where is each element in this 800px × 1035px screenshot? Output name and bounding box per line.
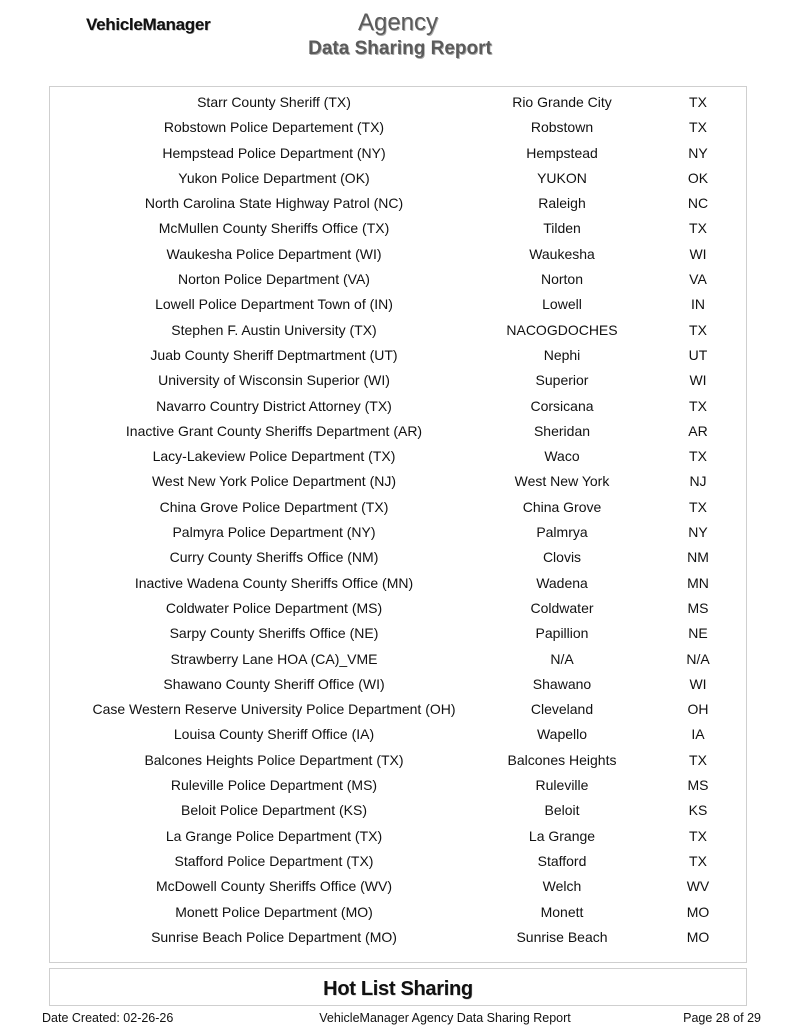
city-cell: Coldwater (530, 599, 594, 616)
table-row (50, 394, 746, 419)
table-row (50, 874, 746, 899)
table-row (50, 444, 746, 469)
state-cell: IA (691, 726, 705, 743)
city-cell: Robstown (530, 119, 594, 136)
table-row (50, 722, 746, 747)
state-cell: NC (687, 195, 709, 212)
city-cell: La Grange (528, 827, 596, 844)
state-cell: KS (688, 802, 708, 819)
table-row (50, 900, 746, 925)
agency-name-cell: Sunrise Beach Police Department (MO) (151, 928, 397, 945)
brand-name: VehicleManager (86, 15, 211, 34)
state-cell: OK (687, 169, 709, 186)
city-cell: Hempstead (526, 144, 598, 161)
table-row (50, 647, 746, 672)
state-cell: TX (689, 498, 707, 515)
city-cell: Stafford (537, 852, 587, 869)
city-cell: Monett (540, 903, 584, 920)
agency-table (49, 86, 747, 963)
state-cell: MN (687, 574, 709, 591)
agency-name-cell: Stephen F. Austin University (TX) (171, 321, 377, 338)
agency-name-cell: Monett Police Department (MO) (175, 903, 373, 920)
state-cell: TX (689, 220, 707, 237)
state-cell: NY (688, 144, 708, 161)
city-cell: Sheridan (533, 422, 591, 439)
table-row (50, 267, 746, 292)
state-cell: TX (689, 852, 707, 869)
page-footer (0, 1010, 800, 1026)
report-subtitle: Data Sharing Report (308, 38, 492, 59)
city-cell: China Grove (522, 498, 602, 515)
agency-name-cell: North Carolina State Highway Patrol (NC) (144, 195, 404, 212)
section-title: Hot List Sharing (323, 978, 473, 1000)
state-cell: TX (689, 321, 707, 338)
footer-page-number: Page 28 of 29 (683, 1011, 761, 1025)
agency-name-cell: Inactive Grant County Sheriffs Department (AR) (125, 422, 423, 439)
table-row (50, 318, 746, 343)
state-cell: TX (689, 751, 707, 768)
table-row (50, 216, 746, 241)
hot-list-sharing-section (49, 968, 747, 1006)
city-cell: Clovis (542, 549, 582, 566)
agency-name-cell: Strawberry Lane HOA (CA)_VME (170, 650, 378, 667)
state-cell: MS (687, 599, 709, 616)
state-cell: WV (686, 878, 710, 895)
city-cell: Corsicana (530, 397, 594, 414)
agency-name-cell: Juab County Sheriff Deptmartment (UT) (150, 346, 398, 363)
table-row (50, 469, 746, 494)
state-cell: TX (689, 397, 707, 414)
city-cell: N/A (550, 650, 574, 667)
agency-name-cell: Norton Police Department (VA) (178, 271, 370, 288)
city-cell: Palmrya (536, 524, 588, 541)
report-title: Agency (357, 9, 439, 36)
city-cell: Balcones Heights (507, 751, 617, 768)
table-row (50, 773, 746, 798)
table-row (50, 495, 746, 520)
agency-name-cell: Starr County Sheriff (TX) (197, 94, 351, 110)
table-row (50, 419, 746, 444)
agency-name-cell: Waukesha Police Department (WI) (166, 245, 382, 262)
agency-name-cell: Inactive Wadena County Sheriffs Office (MN) (134, 574, 414, 591)
agency-name-cell: Case Western Reserve University Police Department (OH) (92, 701, 456, 718)
state-cell: WI (689, 372, 707, 389)
table-row (50, 596, 746, 621)
state-cell: AR (688, 422, 708, 439)
city-cell: West New York (514, 473, 610, 490)
agency-name-cell: Yukon Police Department (OK) (178, 169, 370, 186)
agency-name-cell: Robstown Police Departement (TX) (163, 119, 385, 136)
state-cell: VA (689, 271, 707, 288)
agency-name-cell: University of Wisconsin Superior (WI) (158, 372, 390, 389)
state-cell: IN (691, 296, 705, 313)
table-row (50, 368, 746, 393)
city-cell: Rio Grande City (512, 94, 612, 110)
agency-name-cell: Stafford Police Department (TX) (174, 852, 374, 869)
table-row (50, 672, 746, 697)
agency-name-cell: Ruleville Police Department (MS) (170, 777, 378, 794)
city-cell: Wapello (536, 726, 588, 743)
state-cell: WI (689, 245, 707, 262)
state-cell: TX (689, 119, 707, 136)
table-row (50, 90, 746, 115)
city-cell: NACOGDOCHES (506, 321, 618, 338)
city-cell: Beloit (544, 802, 580, 819)
table-row (50, 191, 746, 216)
table-row (50, 292, 746, 317)
agency-name-cell: Coldwater Police Department (MS) (165, 599, 383, 616)
state-cell: NM (687, 549, 709, 566)
city-cell: Wadena (536, 574, 588, 591)
state-cell: UT (688, 346, 708, 363)
table-row (50, 849, 746, 874)
table-row (50, 242, 746, 267)
city-cell: Sunrise Beach (516, 928, 608, 945)
table-row (50, 925, 746, 950)
table-row (50, 545, 746, 570)
footer-date-created: Date Created: 02-26-26 (42, 1011, 174, 1025)
city-cell: Superior (535, 372, 589, 389)
city-cell: Shawano (532, 675, 592, 692)
state-cell: TX (689, 827, 707, 844)
agency-name-cell: La Grange Police Department (TX) (165, 827, 383, 844)
table-row (50, 697, 746, 722)
state-cell: N/A (686, 650, 710, 667)
state-cell: TX (689, 94, 707, 110)
agency-table-rows (50, 90, 746, 950)
state-cell: OH (687, 701, 709, 718)
table-row (50, 166, 746, 191)
agency-name-cell: Lacy-Lakeview Police Department (TX) (152, 448, 396, 465)
agency-name-cell: Palmyra Police Department (NY) (172, 524, 376, 541)
state-cell: TX (689, 448, 707, 465)
city-cell: Tilden (543, 220, 581, 237)
agency-name-cell: Sarpy County Sheriffs Office (NE) (169, 625, 379, 642)
agency-name-cell: Curry County Sheriffs Office (NM) (169, 549, 379, 566)
agency-name-cell: McDowell County Sheriffs Office (WV) (156, 878, 392, 895)
agency-name-cell: Beloit Police Department (KS) (181, 802, 367, 819)
table-row (50, 115, 746, 140)
state-cell: MO (686, 903, 710, 920)
city-cell: Norton (540, 271, 584, 288)
state-cell: NY (688, 524, 708, 541)
state-cell: NJ (689, 473, 707, 490)
city-cell: Ruleville (535, 777, 589, 794)
agency-name-cell: Navarro Country District Attorney (TX) (156, 397, 392, 414)
agency-name-cell: China Grove Police Department (TX) (159, 498, 389, 515)
footer-report-name: VehicleManager Agency Data Sharing Report (319, 1011, 571, 1025)
agency-name-cell: West New York Police Department (NJ) (151, 473, 397, 490)
city-cell: Nephi (543, 346, 581, 363)
agency-name-cell: Louisa County Sheriff Office (IA) (173, 726, 375, 743)
city-cell: Waukesha (529, 245, 595, 262)
agency-name-cell: Balcones Heights Police Department (TX) (144, 751, 404, 768)
city-cell: Lowell (542, 296, 582, 313)
table-row (50, 571, 746, 596)
agency-name-cell: McMullen County Sheriffs Office (TX) (158, 220, 390, 237)
city-cell: Raleigh (538, 195, 586, 212)
table-row (50, 824, 746, 849)
state-cell: MO (686, 928, 710, 945)
city-cell: Cleveland (530, 701, 594, 718)
city-cell: YUKON (537, 169, 587, 186)
agency-name-cell: Hempstead Police Department (NY) (162, 144, 386, 161)
city-cell: Waco (544, 448, 580, 465)
table-row (50, 141, 746, 166)
table-row (50, 520, 746, 545)
table-row (50, 798, 746, 823)
table-row (50, 748, 746, 773)
agency-name-cell: Lowell Police Department Town of (IN) (155, 296, 393, 313)
table-row (50, 343, 746, 368)
city-cell: Papillion (535, 625, 589, 642)
state-cell: WI (689, 675, 707, 692)
agency-name-cell: Shawano County Sheriff Office (WI) (163, 675, 385, 692)
state-cell: NE (688, 625, 708, 642)
table-row (50, 621, 746, 646)
city-cell: Welch (542, 878, 582, 895)
state-cell: MS (687, 777, 709, 794)
